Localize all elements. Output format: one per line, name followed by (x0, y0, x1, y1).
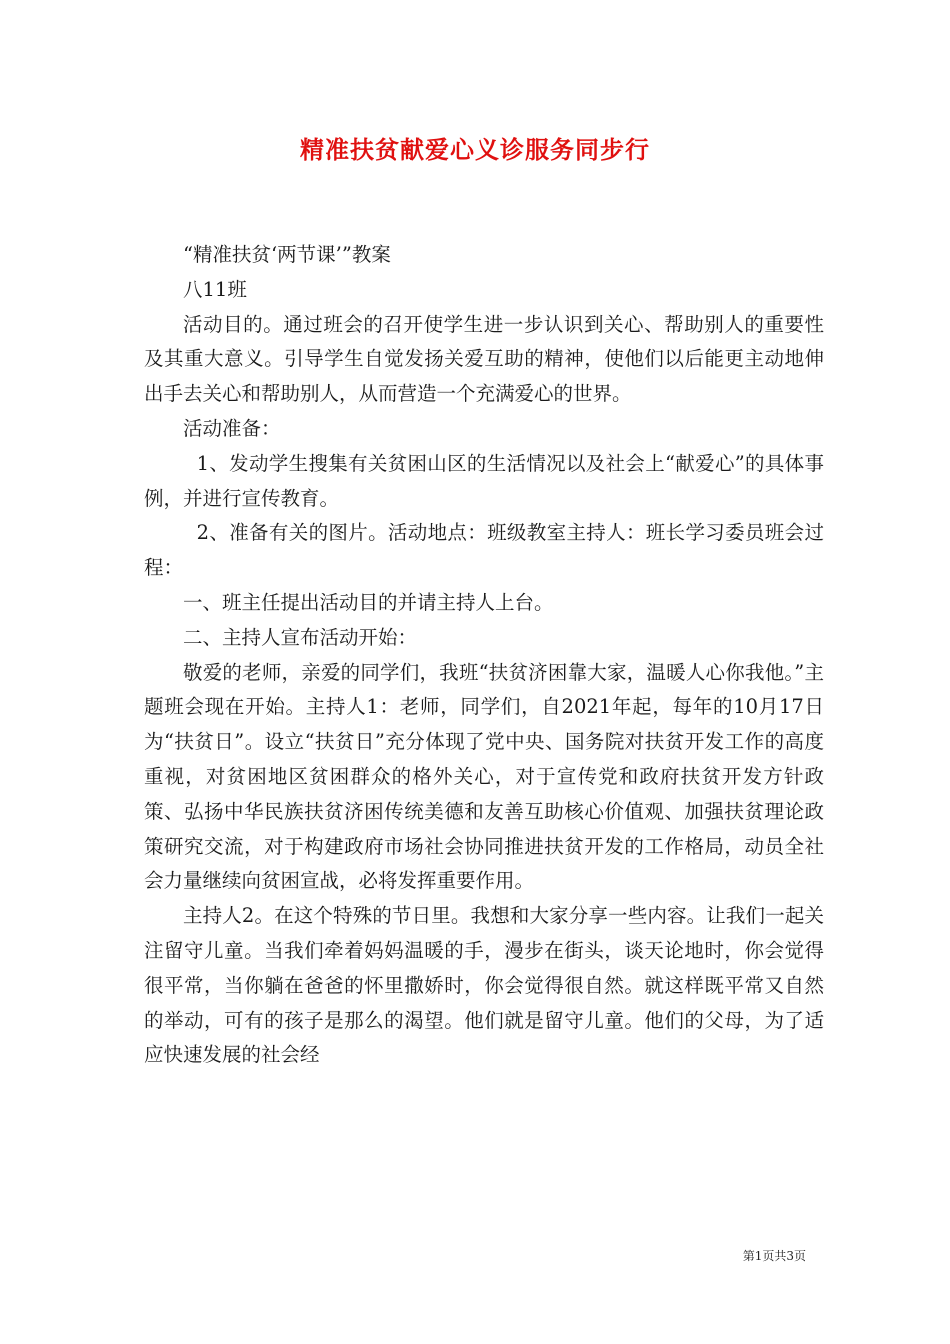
paragraph-preparation-item-1: 1、发动学生搜集有关贫困山区的生活情况以及社会上“献爱心”的具体事例，并进行宣传教育。 (144, 451, 824, 510)
document-title: 精准扶贫献爱心义诊服务同步行 (300, 135, 650, 164)
paragraph-step-2: 二、主持人宣布活动开始： (183, 625, 418, 649)
paragraph-class-name: 八11班 (183, 277, 247, 301)
paragraph-host-2-speech: 主持人2。在这个特殊的节日里。我想和大家分享一些内容。让我们一起关注留守儿童。当我们牵着妈妈温暖的手，漫步在街头，谈天论地时，你会觉得很平常，当你躺在爸爸的怀里撒娇时，你会觉得很自然。就这样既平常又自然的举动，可有的孩子是那么的渴望。他们就是留守儿童。他们的父母，为了适应快速发展的社会经 (144, 904, 824, 1067)
paragraph-activity-preparation: 活动准备： (183, 416, 281, 440)
page-number-footer: 第1页共3页 (742, 1249, 806, 1263)
paragraph-lesson-plan-title: “精准扶贫‘两节课’”教案 (183, 243, 391, 266)
document-body (144, 238, 824, 1073)
paragraph-activity-purpose: 活动目的。通过班会的召开使学生进一步认识到关心、帮助别人的重要性及其重大意义。引导学生自觉发扬关爱互助的精神，使他们以后能更主动地伸出手去关心和帮助别人，从而营造一个充满爱心的世界。 (144, 312, 824, 406)
paragraph-host-1-speech: 敬爱的老师，亲爱的同学们，我班“扶贫济困靠大家，温暖人心你我他。”主题班会现在开始。主持人1：老师，同学们，自2021年起，每年的10月17日为“扶贫日”。设立“扶贫日”充分体现了党中央、国务院对扶贫开发工作的高度重视，对贫困地区贫困群众的格外关心，对于宣传党和政府扶贫开发方针政策、弘扬中华民族扶贫济困传统美德和友善互助核心价值观、加强扶贫理论政策研究交流，对于构建政府市场社会协同推进扶贫开发的工作格局，动员全社会力量继续向贫困宣战，必将发挥重要作用。 (144, 660, 824, 893)
paragraph-preparation-item-2: 2、准备有关的图片。活动地点：班级教室主持人：班长学习委员班会过程： (144, 521, 824, 580)
paragraph-step-1: 一、班主任提出活动目的并请主持人上台。 (183, 590, 554, 614)
